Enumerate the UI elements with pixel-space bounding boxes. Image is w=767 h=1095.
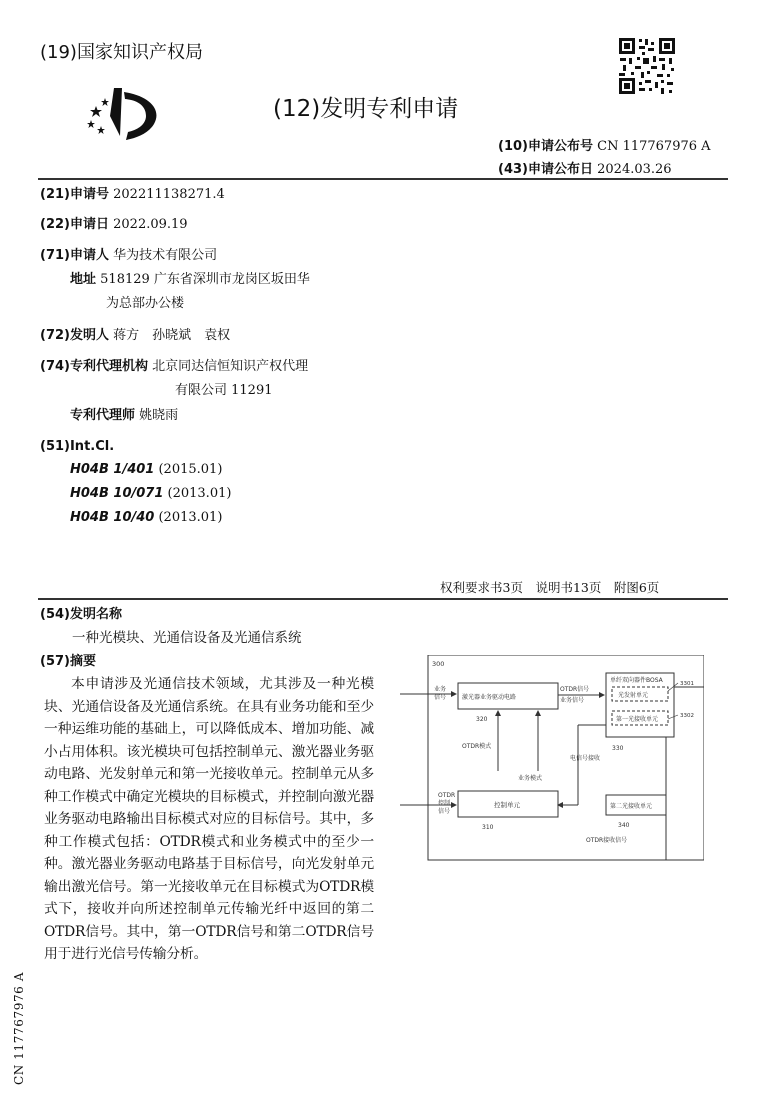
fig-ref-310: 310 [482,824,494,831]
ipc-code: H04B 10/071 [70,486,164,501]
cnipa-logo-icon [80,86,164,142]
fig-otdr-control-input: OTDR [438,792,456,799]
inventors-value: 蒋方 孙晓斌 袁权 [113,328,231,343]
patent-agent-label: 专利代理师 [70,408,136,423]
fig-rx1-unit-label: 第一光接收单元 [616,716,659,723]
abstract-label-text: (57)摘要 [40,654,96,669]
fig-ref-300: 300 [432,660,445,668]
document-type: (12)发明专利申请 [273,96,459,122]
invention-title: 一种光模块、光通信设备及光通信系统 [72,630,302,646]
fig-service-mode: 业务模式 [518,775,543,782]
fig-ref-340: 340 [618,822,630,829]
fig-service-signal: 业务信号 [560,697,585,704]
publication-number-label: (10)申请公布号 [498,139,593,154]
fig-otdr-signal: OTDR信号 [560,686,590,693]
ipc-entry [70,510,222,525]
patent-agent [70,407,178,424]
fig-service-signal-input: 业务 [434,686,447,693]
fig-ref-320: 320 [476,716,488,723]
patent-agency-label: (74)专利代理机构 [40,359,148,374]
publication-date [498,158,672,177]
patent-agency-line-2: 有限公司 11291 [175,383,273,398]
applicant [40,247,217,264]
fig-service-signal-input: 信号 [434,694,447,701]
application-number [40,186,225,203]
ipc-entry [70,462,222,477]
pages-summary: 权利要求书3页 说明书13页 附图6页 [440,580,660,595]
ipc-code: H04B 1/401 [70,462,155,477]
fig-otdr-receive-signal: OTDR接收信号 [586,837,628,844]
abstract-label [40,653,96,670]
issuing-office: (19)国家知识产权局 [40,42,203,63]
application-number-label: (21)申请号 [40,187,109,202]
ipc-entry [70,486,231,501]
address-line-1: 518129 广东省深圳市龙岗区坂田华 [100,272,310,287]
address-label: 地址 [70,272,97,287]
title-label [40,606,122,623]
fig-electrical-receive: 电信号接收 [570,755,601,762]
fig-rx2-label: 第二光接收单元 [610,803,653,810]
inventors [40,327,230,344]
abstract-text: 本申请涉及光通信技术领域，尤其涉及一种光模块、光通信设备及光通信系统。在具有业务功能和至少一种运维功能的基础上，可以降低成本、增加功能、减小占用体积。该光模块可包括控制单元、激光器业务驱动电路、光发射单元和第一光接收单元。控制单元从多种工作模式中确定光模块的目标模式，并控制向激光器业务驱动电路输出目标模式对应的目标信号。其中，多种工作模式包括：OTDR模式和业务模式中的至少一种。激光器业务驱动电路基于目标信号，向光发射单元输出激光信号。第一光接收单元在目标模式为OTDR模式下，接收并向所述控制单元传输光纤中返回的第二OTDR信号。其中，第一OTDR信号和第二OTDR信号用于进行光信号传输分析。 [44,676,374,962]
fig-ref-330: 330 [612,745,624,752]
applicant-label: (71)申请人 [40,248,109,263]
ipc-label-text: (51)Int.Cl. [40,439,115,454]
fig-bosa-label: 单纤双向器件BOSA [610,677,663,684]
publication-date-label: (43)申请公布日 [498,162,593,177]
publication-number-value: CN 117767976 A [597,139,711,154]
header-divider [38,178,728,180]
ipc-version: (2013.01) [158,510,223,525]
ipc-version: (2015.01) [158,462,223,477]
ipc-label [40,438,114,455]
fig-ref-3302: 3302 [680,713,694,719]
publication-number [498,135,711,154]
ipc-version: (2013.01) [167,486,232,501]
side-publication-number: CN 117767976 A [12,971,26,1085]
fig-otdr-control-input: 控制 [438,800,451,807]
publication-date-value: 2024.03.26 [597,162,672,177]
filing-date [40,216,188,233]
patent-agency [40,358,308,375]
abstract-figure [398,655,704,870]
fig-tx-unit-label: 光发射单元 [618,692,649,699]
address [70,271,310,288]
patent-agency-line-1: 北京同达信恒知识产权代理 [152,359,309,374]
filing-date-label: (22)申请日 [40,217,109,232]
fig-ref-3301: 3301 [680,681,694,687]
address-line-2: 为总部办公楼 [106,296,185,311]
applicant-value: 华为技术有限公司 [113,248,218,263]
fig-otdr-mode: OTDR模式 [462,743,492,750]
fig-control-label: 控制单元 [494,801,520,809]
fig-otdr-control-input: 信号 [438,808,451,815]
fig-driver-label: 激光器业务驱动电路 [462,694,517,701]
inventors-label: (72)发明人 [40,328,109,343]
filing-date-value: 2022.09.19 [113,217,188,232]
summary-divider [38,598,728,600]
qr-code-icon [617,36,677,96]
title-label-text: (54)发明名称 [40,607,122,622]
application-number-value: 202211138271.4 [113,187,225,202]
patent-agent-value: 姚晓雨 [139,408,179,423]
ipc-code: H04B 10/40 [70,510,155,525]
